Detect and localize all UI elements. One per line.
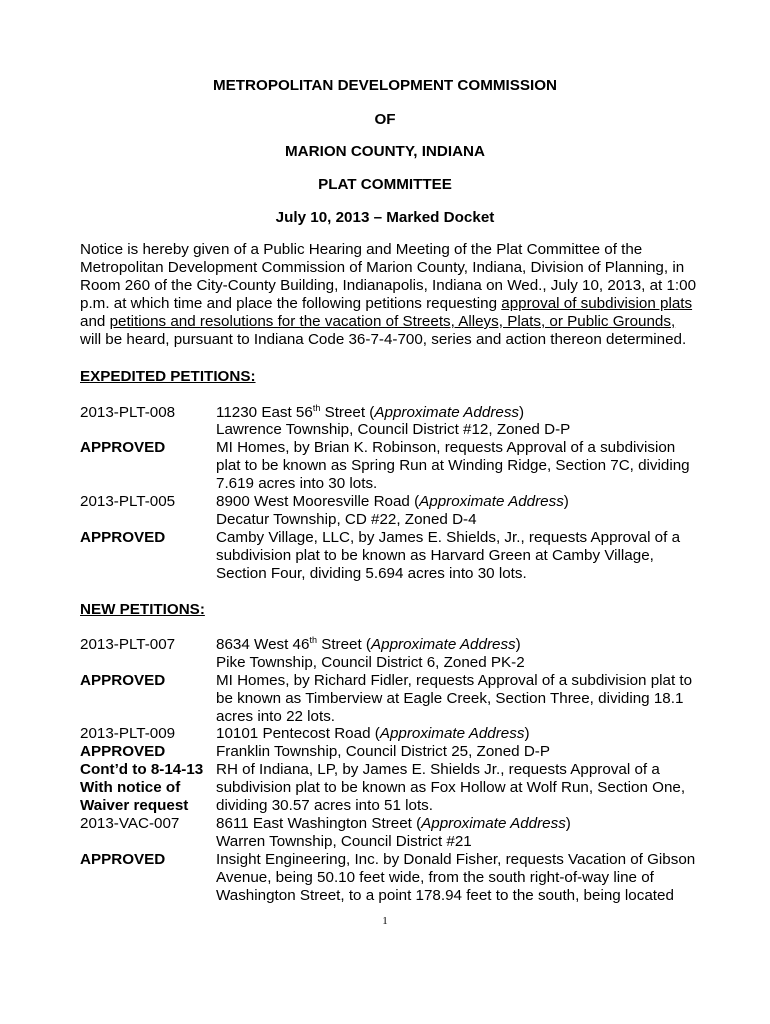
notice-underline-vacation: petitions and resolutions for the vacation of Streets, Alleys, Plats, or Public Grounds,	[109, 313, 676, 330]
address-sup: th	[312, 402, 321, 413]
petition-line: MI Homes, by Brian K. Robinson, requests Approval of a subdivision	[216, 439, 676, 456]
petition-line: Camby Village, LLC, by James E. Shields, Jr., requests Approval of a	[216, 529, 681, 546]
petition-line: acres into 22 lots.	[216, 708, 336, 725]
title-committee: PLAT COMMITTEE	[318, 176, 452, 193]
petition-line: plat to be known as Spring Run at Winding Ridge, Section 7C, dividing	[216, 457, 690, 474]
address-text: )	[524, 725, 530, 742]
petition-status: APPROVED	[80, 529, 166, 546]
petition-line: subdivision plat to be known as Fox Hollow at Wolf Run, Section One,	[216, 779, 686, 796]
petition-status-notice: With notice of	[80, 779, 181, 796]
petition-line: MI Homes, by Richard Fidler, requests Approval of a subdivision plat to	[216, 672, 693, 689]
petition-status: APPROVED	[80, 743, 166, 760]
title-commission: METROPOLITAN DEVELOPMENT COMMISSION	[213, 77, 557, 94]
title-of: OF	[374, 111, 396, 128]
petition-line: RH of Indiana, LP, by James E. Shields Jr., requests Approval of a	[216, 761, 660, 778]
section-expedited: EXPEDITED PETITIONS:	[80, 368, 256, 385]
petition-line: Pike Township, Council District 6, Zoned PK-2	[216, 654, 525, 671]
petition-line: be known as Timberview at Eagle Creek, Section Three, dividing 18.1	[216, 690, 684, 707]
petition-address	[216, 404, 706, 422]
petition-number: 2013-PLT-009	[80, 725, 176, 742]
address-note: Approximate Address	[379, 725, 525, 742]
petition-address	[216, 815, 706, 833]
address-text: 8900 West Mooresville Road (	[216, 493, 420, 510]
petition-line: Warren Township, Council District #21	[216, 833, 472, 850]
petition-line: Decatur Township, CD #22, Zoned D-4	[216, 511, 477, 528]
petition-address	[216, 493, 706, 511]
petition-line: Section Four, dividing 5.694 acres into 30 lots.	[216, 565, 527, 582]
title-county: MARION COUNTY, INDIANA	[285, 143, 485, 160]
notice-paragraph	[80, 241, 700, 349]
petition-status-waiver: Waiver request	[80, 797, 189, 814]
petition-status-continued: Cont’d to 8-14-13	[80, 761, 204, 778]
address-note: Approximate Address	[374, 404, 520, 421]
address-note: Approximate Address	[371, 636, 516, 653]
petition-status: APPROVED	[80, 439, 166, 456]
address-text: )	[519, 404, 525, 421]
section-new: NEW PETITIONS:	[80, 601, 205, 618]
petition-line: dividing 30.57 acres into 51 lots.	[216, 797, 433, 814]
petition-number: 2013-PLT-008	[80, 404, 176, 421]
address-text: 8611 East Washington Street (	[216, 815, 422, 832]
page-number: 1	[382, 915, 388, 927]
petition-line: Washington Street, to a point 178.94 feet to the south, being located	[216, 887, 674, 904]
notice-underline-plats: approval of subdivision plats	[501, 295, 693, 312]
address-note: Approximate Address	[419, 493, 564, 510]
notice-text-2: and	[80, 313, 110, 330]
title-date: July 10, 2013 – Marked Docket	[275, 209, 495, 226]
address-text: 11230 East 56	[216, 404, 313, 421]
address-text: Street (	[316, 636, 371, 653]
petition-status: APPROVED	[80, 672, 166, 689]
address-note: Approximate Address	[421, 815, 566, 832]
address-text: )	[565, 815, 571, 832]
address-text: 10101 Pentecost Road (	[216, 725, 380, 742]
petition-line: 7.619 acres into 30 lots.	[216, 475, 378, 492]
notice-text-3: will be heard, pursuant to Indiana Code 36-7-4-700, series and action thereon determined.	[80, 331, 687, 348]
petition-line: subdivision plat to be known as Harvard Green at Camby Village,	[216, 547, 654, 564]
petition-address	[216, 725, 706, 743]
petition-status: APPROVED	[80, 851, 166, 868]
petition-line: Insight Engineering, Inc. by Donald Fisher, requests Vacation of Gibson	[216, 851, 696, 868]
address-text: 8634 West 46	[216, 636, 310, 653]
petition-line: Lawrence Township, Council District #12, Zoned D-P	[216, 421, 571, 438]
petition-line: Avenue, being 50.10 feet wide, from the south right-of-way line of	[216, 869, 654, 886]
petition-number: 2013-VAC-007	[80, 815, 180, 832]
petition-number: 2013-PLT-007	[80, 636, 176, 653]
petition-address	[216, 636, 706, 654]
address-text: )	[563, 493, 569, 510]
notice-text-1: Notice is hereby given of a Public Hearing and Meeting of the Plat Committee of the Metropolitan Development Commission of Marion County, Indiana, Division of Planning, in Room 260 of the City-County Building, Indianapolis, Indiana on Wed., July 10, 2013, at 1:00 p.m. at which time and place the following petitions requesting	[80, 241, 697, 312]
address-text: )	[515, 636, 521, 653]
petition-number: 2013-PLT-005	[80, 493, 176, 510]
petition-line: Franklin Township, Council District 25, Zoned D-P	[216, 743, 550, 760]
address-sup: th	[309, 634, 317, 645]
address-text: Street (	[320, 404, 375, 421]
